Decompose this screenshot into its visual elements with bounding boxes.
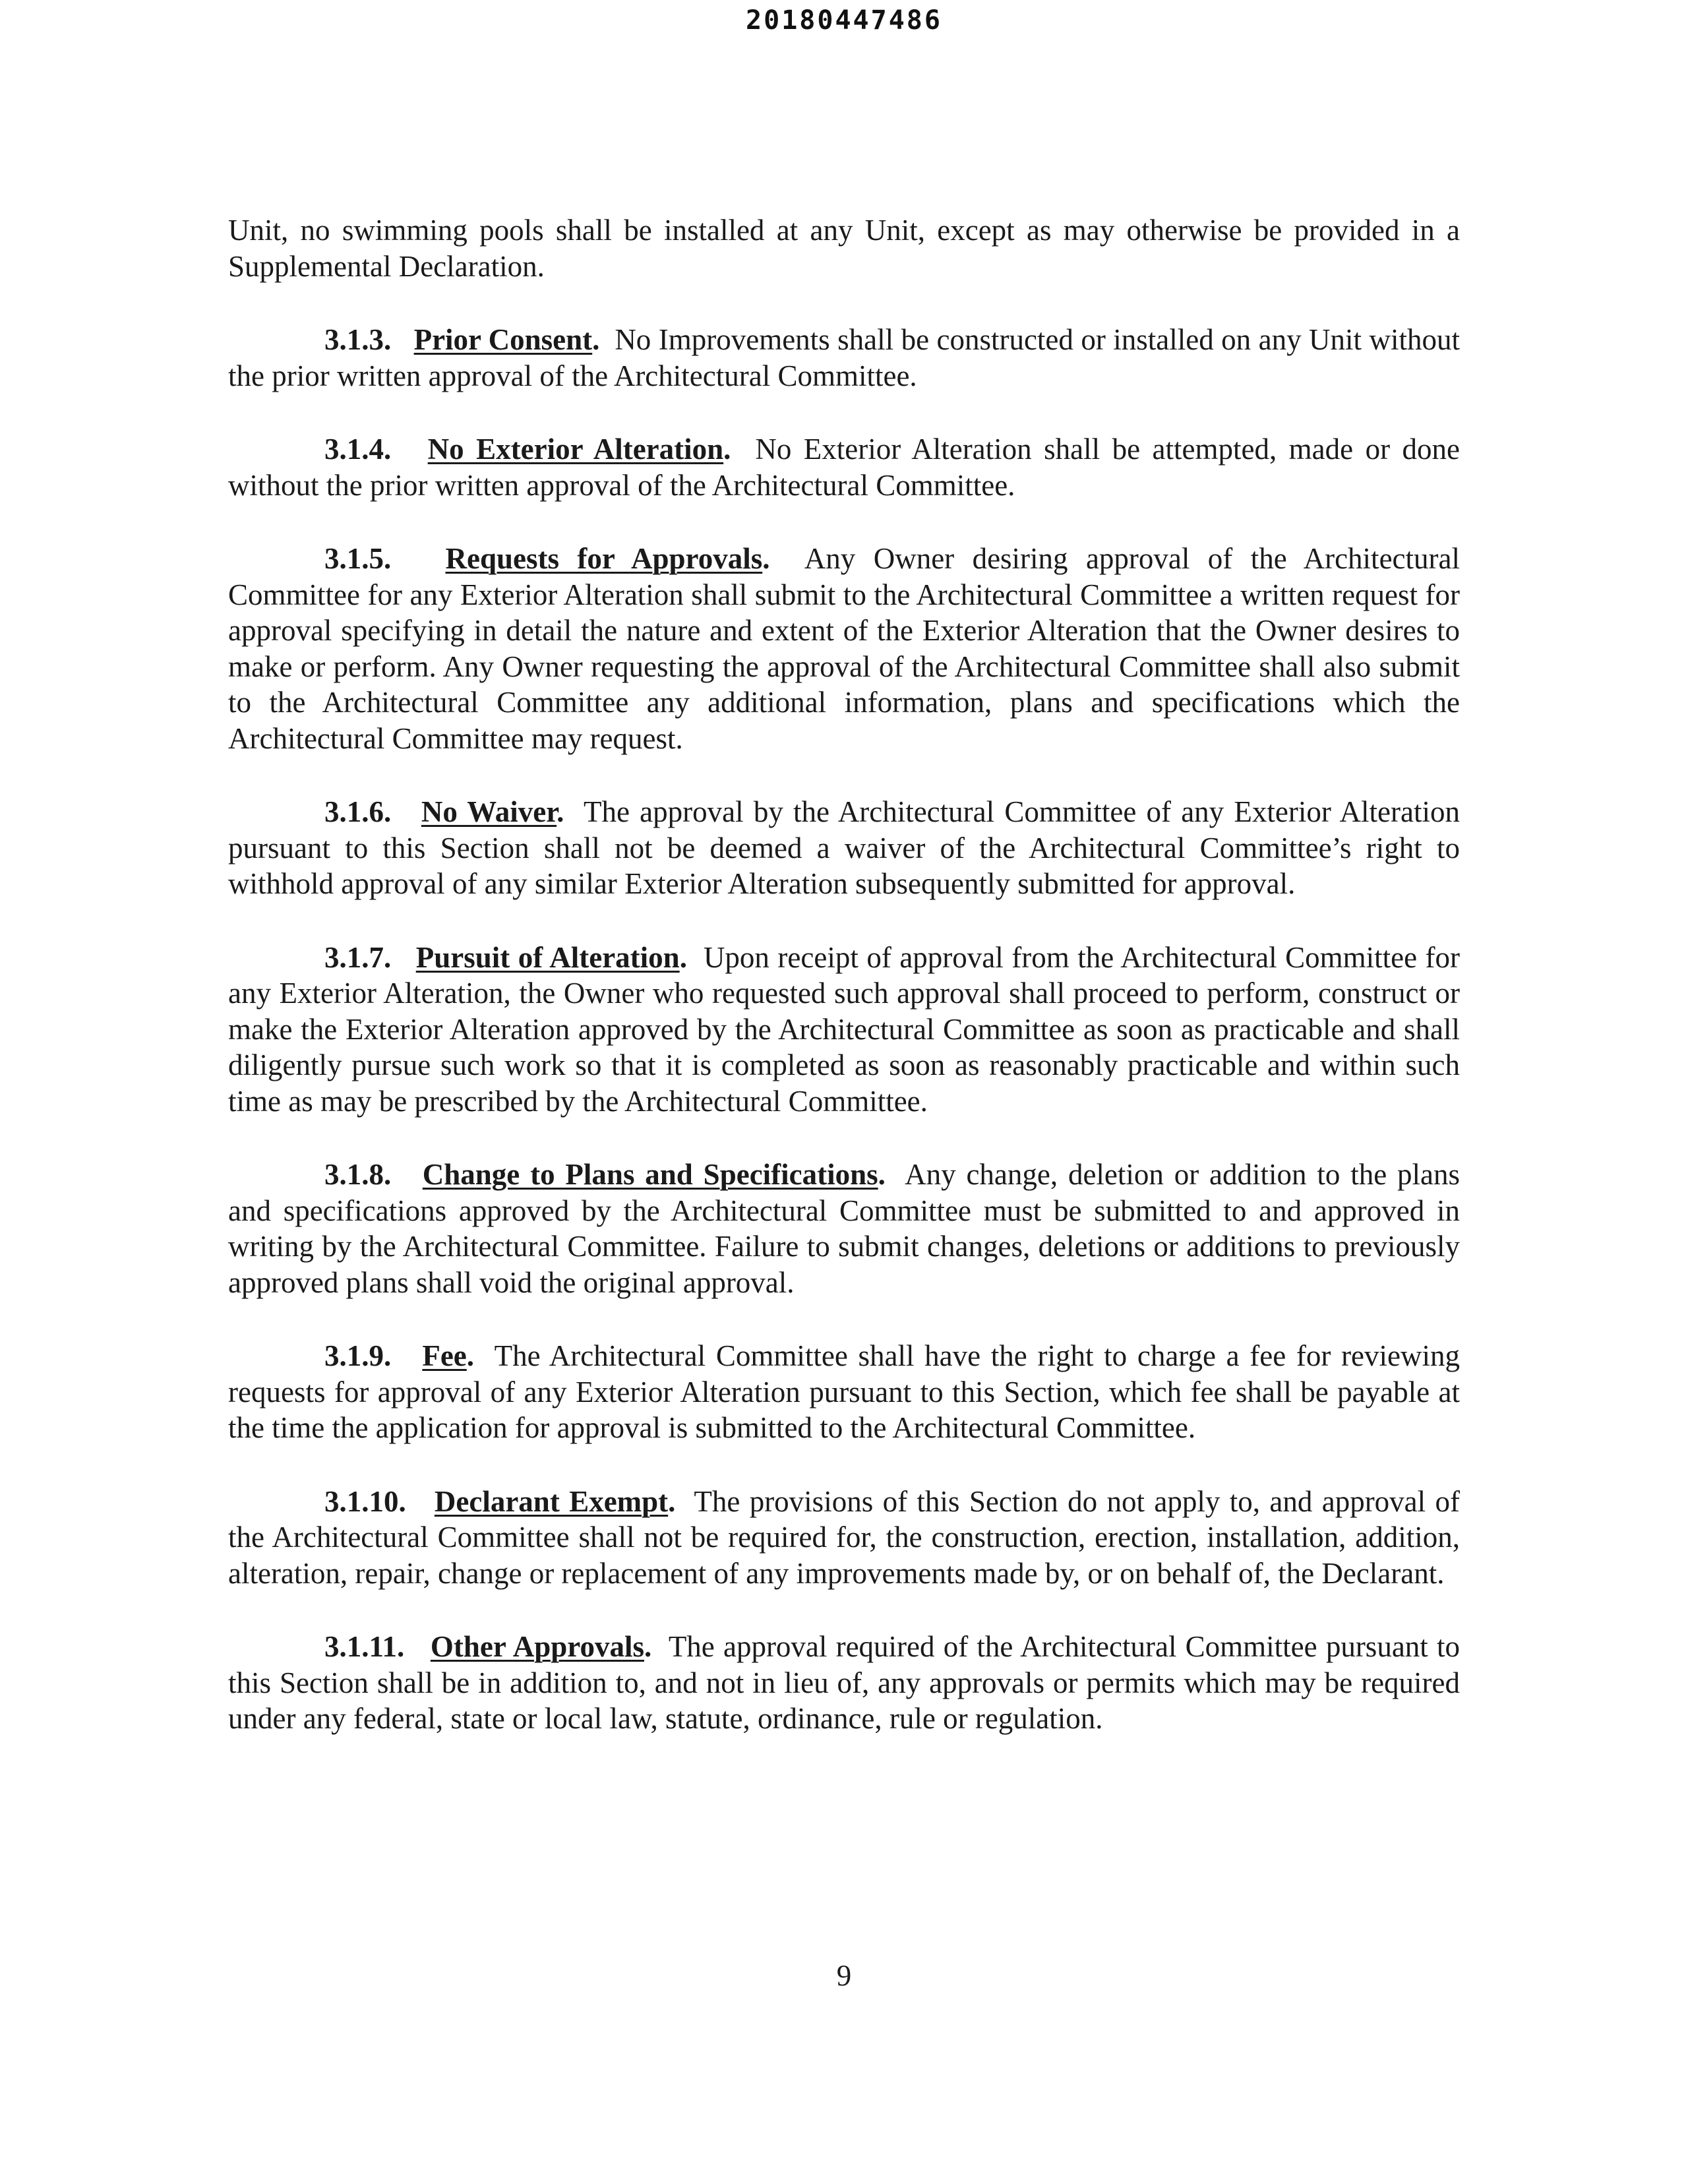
section-heading: Other Approvals [430, 1630, 644, 1663]
opening-paragraph: Unit, no swimming pools shall be installed at any Unit, except as may otherwise be provided in a Supplemental Declaration. [228, 214, 1460, 283]
section-3-1-7: 3.1.7. Pursuit of Alteration. Upon receipt of approval from the Architectural Committee for any Exterior Alteration, the Owner who requested such approval shall proceed to perform, construct or make the Exterior Alteration approved by the Architectural Committee as soon as practicable and shall diligently pursue such work so that it is completed as soon as reasonably practicable and within such time as may be prescribed by the Architectural Committee. [228, 940, 1461, 1118]
document-number-header: 20180447486 [746, 5, 942, 36]
section-heading: Declarant Exempt [434, 1484, 669, 1518]
section-body: No Exterior Alteration shall be attempted, made or done without the prior written approval of the Architectural Committee. [228, 433, 1461, 502]
section-heading: Change to Plans and Specifications [422, 1158, 878, 1191]
section-3-1-8: 3.1.8. Change to Plans and Specifications. Any change, deletion or addition to the plans and specifications approved by the Architectural Committee must be submitted to and approved in writing by the Architectural Committee. Failure to submit changes, deletions or additions to previously approved plans shall void the original approval. [228, 1158, 1460, 1299]
section-number: 3.1.7. [324, 940, 392, 974]
page-number: 9 [836, 1959, 852, 1992]
section-heading: No Waiver [421, 795, 557, 828]
section-3-1-4: 3.1.4. No Exterior Alteration. No Exterior Alteration shall be attempted, made or done without the prior written approval of the Architectural Committee. [228, 433, 1461, 502]
section-body: The Architectural Committee shall have the right to charge a fee for reviewing requests for approval of any Exterior Alteration pursuant to this Section, which fee shall be payable at the time the application for approval is submitted to the Architectural Committee. [228, 1339, 1461, 1444]
section-number: 3.1.11. [324, 1630, 405, 1663]
section-heading: Fee [422, 1339, 467, 1372]
section-number: 3.1.10. [324, 1484, 406, 1518]
section-3-1-5: 3.1.5. Requests for Approvals. Any Owner desiring approval of the Architectural Committee for any Exterior Alteration shall submit to the Architectural Committee a written request for approval specifying in detail the nature and extent of the Exterior Alteration that the Owner desires to make or perform. Any Owner requesting the approval of the Architectural Committee shall also submit to the Architectural Committee any additional information, plans and specifications which the Architectural Committee may request. [228, 542, 1460, 755]
section-heading: Prior Consent [413, 323, 593, 356]
section-body: Any Owner desiring approval of the Architectural Committee for any Exterior Alteration shall submit to the Architectural Committee a written request for approval specifying in detail the nature and extent of the Exterior Alteration that the Owner desires to make or perform. Any Owner requesting the approval of the Architectural Committee shall also submit to the Architectural Committee any additional information, plans and specifications which the Architectural Committee may request. [228, 542, 1460, 755]
section-number: 3.1.3. [324, 323, 392, 356]
section-number: 3.1.8. [324, 1158, 392, 1191]
section-body: No Improvements shall be constructed or installed on any Unit without the prior written approval of the Architectural Committee. [228, 323, 1460, 392]
section-heading: Requests for Approvals [445, 542, 763, 575]
section-body: Upon receipt of approval from the Architectural Committee for any Exterior Alteration, the Owner who requested such approval shall proceed to perform, construct or make the Exterior Alteration approved by the Architectural Committee as soon as practicable and shall diligently pursue such work so that it is completed as soon as reasonably practicable and within such time as may be prescribed by the Architectural Committee. [228, 940, 1461, 1118]
document-body [228, 212, 1460, 1774]
section-heading: No Exterior Alteration [427, 433, 724, 466]
section-number: 3.1.9. [324, 1339, 392, 1372]
section-body: The approval required of the Architectural Committee pursuant to this Section shall be in addition to, and not in lieu of, any approvals or permits which may be required under any federal, state or local law, statute, ordinance, rule or regulation. [228, 1630, 1460, 1735]
section-body: Any change, deletion or addition to the plans and specifications approved by the Architectural Committee must be submitted to and approved in writing by the Architectural Committee. Failure to submit changes, deletions or additions to previously approved plans shall void the original approval. [228, 1158, 1460, 1299]
section-heading: Pursuit of Alteration [415, 940, 680, 974]
section-body: The approval by the Architectural Committee of any Exterior Alteration pursuant to this Section shall not be deemed a waiver of the Architectural Committee’s right to withhold approval of any similar Exterior Alteration subsequently submitted for approval. [228, 795, 1460, 900]
section-number: 3.1.6. [324, 795, 392, 828]
section-number: 3.1.4. [324, 433, 392, 466]
section-3-1-10: 3.1.10. Declarant Exempt. The provisions of this Section do not apply to, and approval of the Architectural Committee shall not be required for, the construction, erection, installation, addition, alteration, repair, change or replacement of any improvements made by, or on behalf of, the Declarant. [228, 1484, 1461, 1590]
section-number: 3.1.5. [324, 542, 392, 575]
section-3-1-6: 3.1.6. No Waiver. The approval by the Architectural Committee of any Exterior Alteration pursuant to this Section shall not be deemed a waiver of the Architectural Committee’s right to withhold approval of any similar Exterior Alteration subsequently submitted for approval. [228, 795, 1460, 900]
section-3-1-11: 3.1.11. Other Approvals. The approval required of the Architectural Committee pursuant to this Section shall be in addition to, and not in lieu of, any approvals or permits which may be required under any federal, state or local law, statute, ordinance, rule or regulation. [228, 1630, 1460, 1735]
section-body: The provisions of this Section do not apply to, and approval of the Architectural Committee shall not be required for, the construction, erection, installation, addition, alteration, repair, change or replacement of any improvements made by, or on behalf of, the Declarant. [228, 1484, 1461, 1590]
section-3-1-9: 3.1.9. Fee. The Architectural Committee shall have the right to charge a fee for reviewing requests for approval of any Exterior Alteration pursuant to this Section, which fee shall be payable at the time the application for approval is submitted to the Architectural Committee. [228, 1339, 1461, 1444]
section-3-1-3: 3.1.3. Prior Consent. No Improvements shall be constructed or installed on any Unit without the prior written approval of the Architectural Committee. [228, 323, 1460, 392]
